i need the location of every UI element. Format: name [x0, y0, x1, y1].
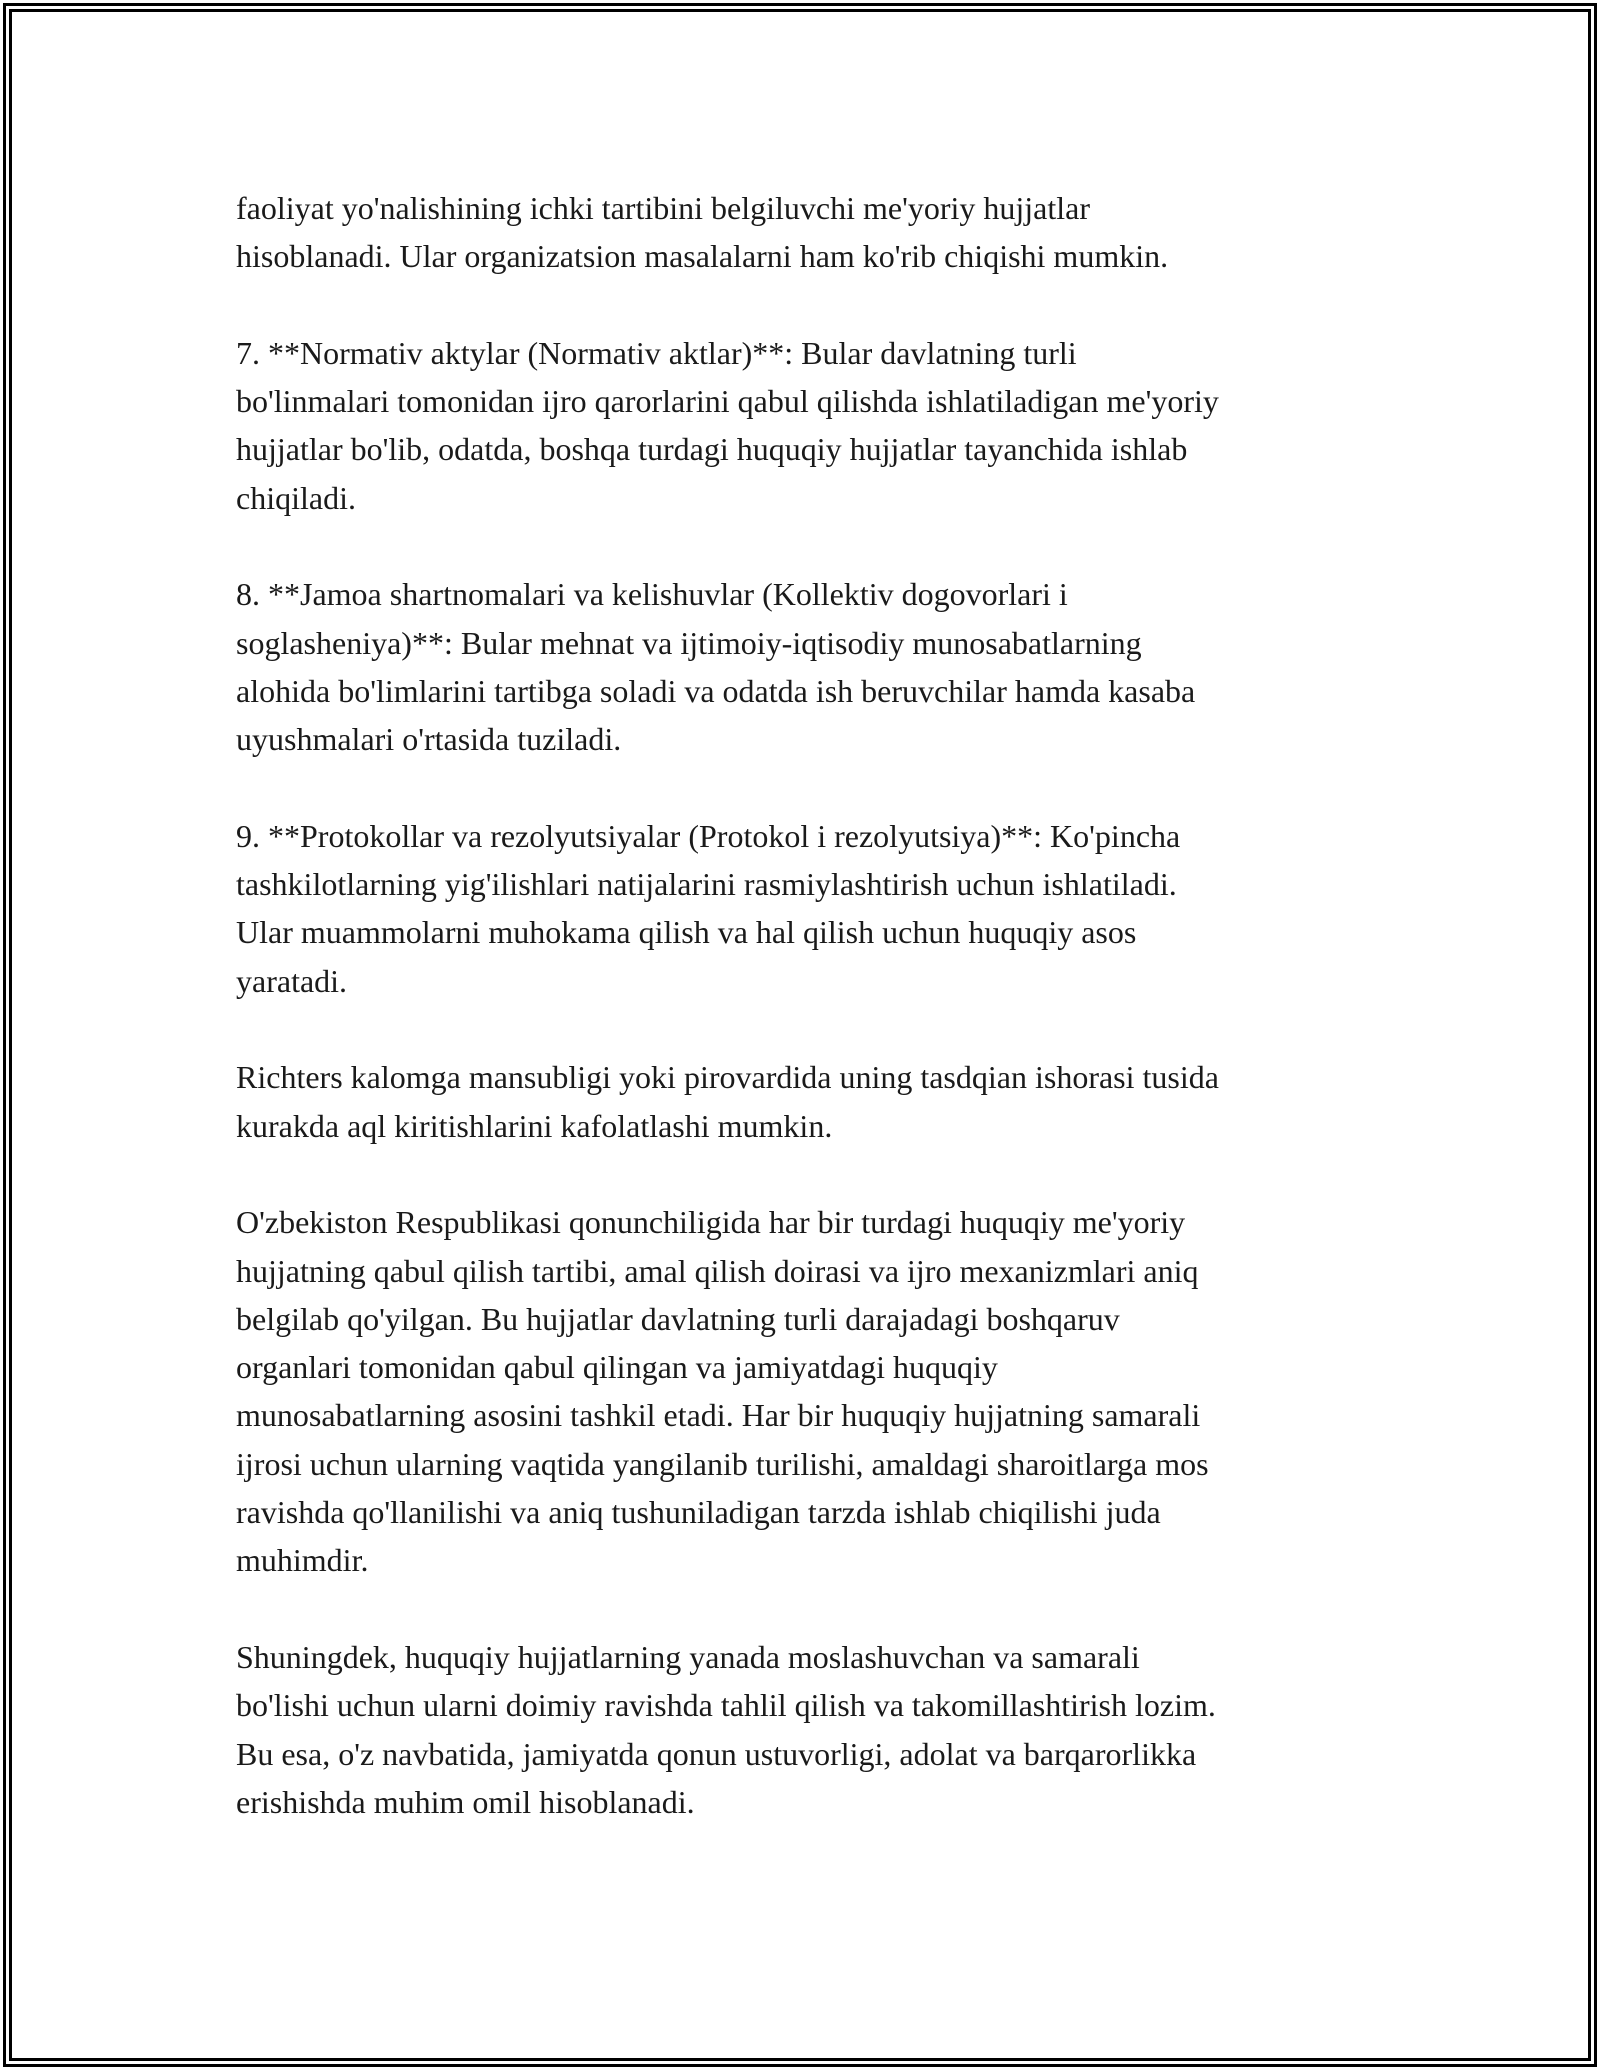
text-line: 9. **Protokollar va rezolyutsiyalar (Protokol i rezolyutsiya)**: Ko'pincha — [236, 817, 1181, 854]
paragraph — [236, 329, 1371, 522]
text-line: hisoblanadi. Ular organizatsion masalalarni ham ko'rib chiqishi mumkin. — [236, 238, 1169, 275]
text-line: faoliyat yo'nalishining ichki tartibini belgiluvchi me'yoriy hujjatlar — [236, 190, 1091, 226]
text-line: 7. **Normativ aktylar (Normativ aktlar)**: Bular davlatning turli — [236, 334, 1077, 371]
text-line: tashkilotlarning yig'ilishlari natijalarini rasmiylashtirish uchun ishlatiladi. — [236, 866, 1177, 903]
document-body — [236, 184, 1371, 1826]
text-line: kurakda aql kiritishlarini kafolatlashi mumkin. — [236, 1107, 833, 1144]
text-line: ravishda qo'llanilishi va aniq tushuniladigan tarzda ishlab chiqilishi juda — [236, 1494, 1161, 1531]
paragraph — [236, 1053, 1371, 1150]
text-line: munosabatlarning asosini tashkil etadi. Har bir huquqiy hujjatning samarali — [236, 1397, 1201, 1434]
paragraph — [236, 184, 1371, 281]
text-line: 8. **Jamoa shartnomalari va kelishuvlar (Kollektiv dogovorlari i — [236, 576, 1068, 613]
paragraph — [236, 1198, 1371, 1584]
text-line: Ular muammolarni muhokama qilish va hal qilish uchun huquqiy asos — [236, 914, 1137, 951]
text-line: uyushmalari o'rtasida tuziladi. — [236, 721, 622, 758]
paragraph — [236, 1633, 1371, 1826]
text-line: erishishda muhim omil hisoblanadi. — [236, 1783, 695, 1820]
text-line: muhimdir. — [236, 1542, 369, 1579]
text-line: yaratadi. — [236, 962, 348, 999]
text-line: hujjatlar bo'lib, odatda, boshqa turdagi huquqiy hujjatlar tayanchida ishlab — [236, 431, 1188, 468]
text-line: bo'lishi uchun ularni doimiy ravishda tahlil qilish va takomillashtirish lozim. — [236, 1687, 1216, 1724]
text-line: bo'linmalari tomonidan ijro qarorlarini qabul qilishda ishlatiladigan me'yoriy — [236, 383, 1219, 420]
text-line: organlari tomonidan qabul qilingan va jamiyatdagi huquqiy — [236, 1349, 998, 1386]
text-line: Shuningdek, huquqiy hujjatlarning yanada moslashuvchan va samarali — [236, 1638, 1140, 1675]
text-line: soglasheniya)**: Bular mehnat va ijtimoiy-iqtisodiy munosabatlarning — [236, 624, 1142, 661]
text-line: chiqiladi. — [236, 479, 356, 516]
text-line: ijrosi uchun ularning vaqtida yangilanib turilishi, amaldagi sharoitlarga mos — [236, 1445, 1209, 1482]
text-line: hujjatning qabul qilish tartibi, amal qilish doirasi va ijro mexanizmlari aniq — [236, 1252, 1199, 1289]
paragraph — [236, 812, 1371, 1005]
paragraph — [236, 570, 1371, 763]
text-line: Bu esa, o'z navbatida, jamiyatda qonun ustuvorligi, adolat va barqarorlikka — [236, 1735, 1197, 1772]
text-line: Richters kalomga mansubligi yoki pirovardida uning tasdqian ishorasi tusida — [236, 1059, 1219, 1096]
text-line: alohida bo'limlarini tartibga soladi va odatda ish beruvchilar hamda kasaba — [236, 672, 1196, 709]
text-line: belgilab qo'yilgan. Bu hujjatlar davlatning turli darajadagi boshqaruv — [236, 1300, 1120, 1337]
text-line: O'zbekiston Respublikasi qonunchiligida har bir turdagi huquqiy me'yoriy — [236, 1204, 1186, 1241]
